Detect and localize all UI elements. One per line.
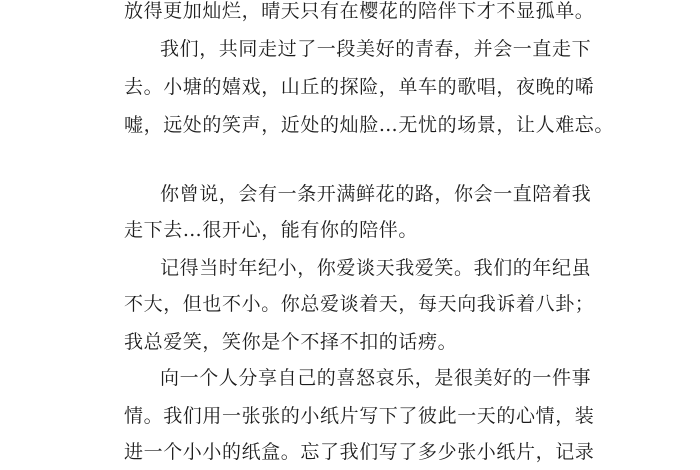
text-line: 向一个人分享自己的喜怒哀乐，是很美好的一件事 [160,367,592,389]
text-line: 情。我们用一张张的小纸片写下了彼此一天的心情，装 [124,405,595,427]
text-line: 去。小塘的嬉戏，山丘的探险，单车的歌唱，夜晚的唏 [124,76,595,98]
text-line: 我总爱笑，笑你是个不择不扣的话痨。 [124,331,458,353]
text-line: 进一个小小的纸盒。忘了我们写了多少张小纸片，记录 [124,441,595,463]
text-line: 我们，共同走过了一段美好的青春，并会一直走下 [160,38,592,60]
text-line: 你曾说，会有一条开满鲜花的路，你会一直陪着我 [160,183,592,205]
text-line: 走下去…很开心，能有你的陪伴。 [124,219,419,241]
text-line: 不大，但也不小。你总爱谈着天，每天向我诉着八卦； [124,293,595,315]
text-line: 嘘，远处的笑声，近处的灿脸…无忧的场景，让人难忘。 [124,114,615,136]
text-line: 记得当时年纪小，你爱谈天我爱笑。我们的年纪虽 [160,257,592,279]
text-line: 放得更加灿烂，晴天只有在樱花的陪伴下才不显孤单。 [124,0,595,22]
